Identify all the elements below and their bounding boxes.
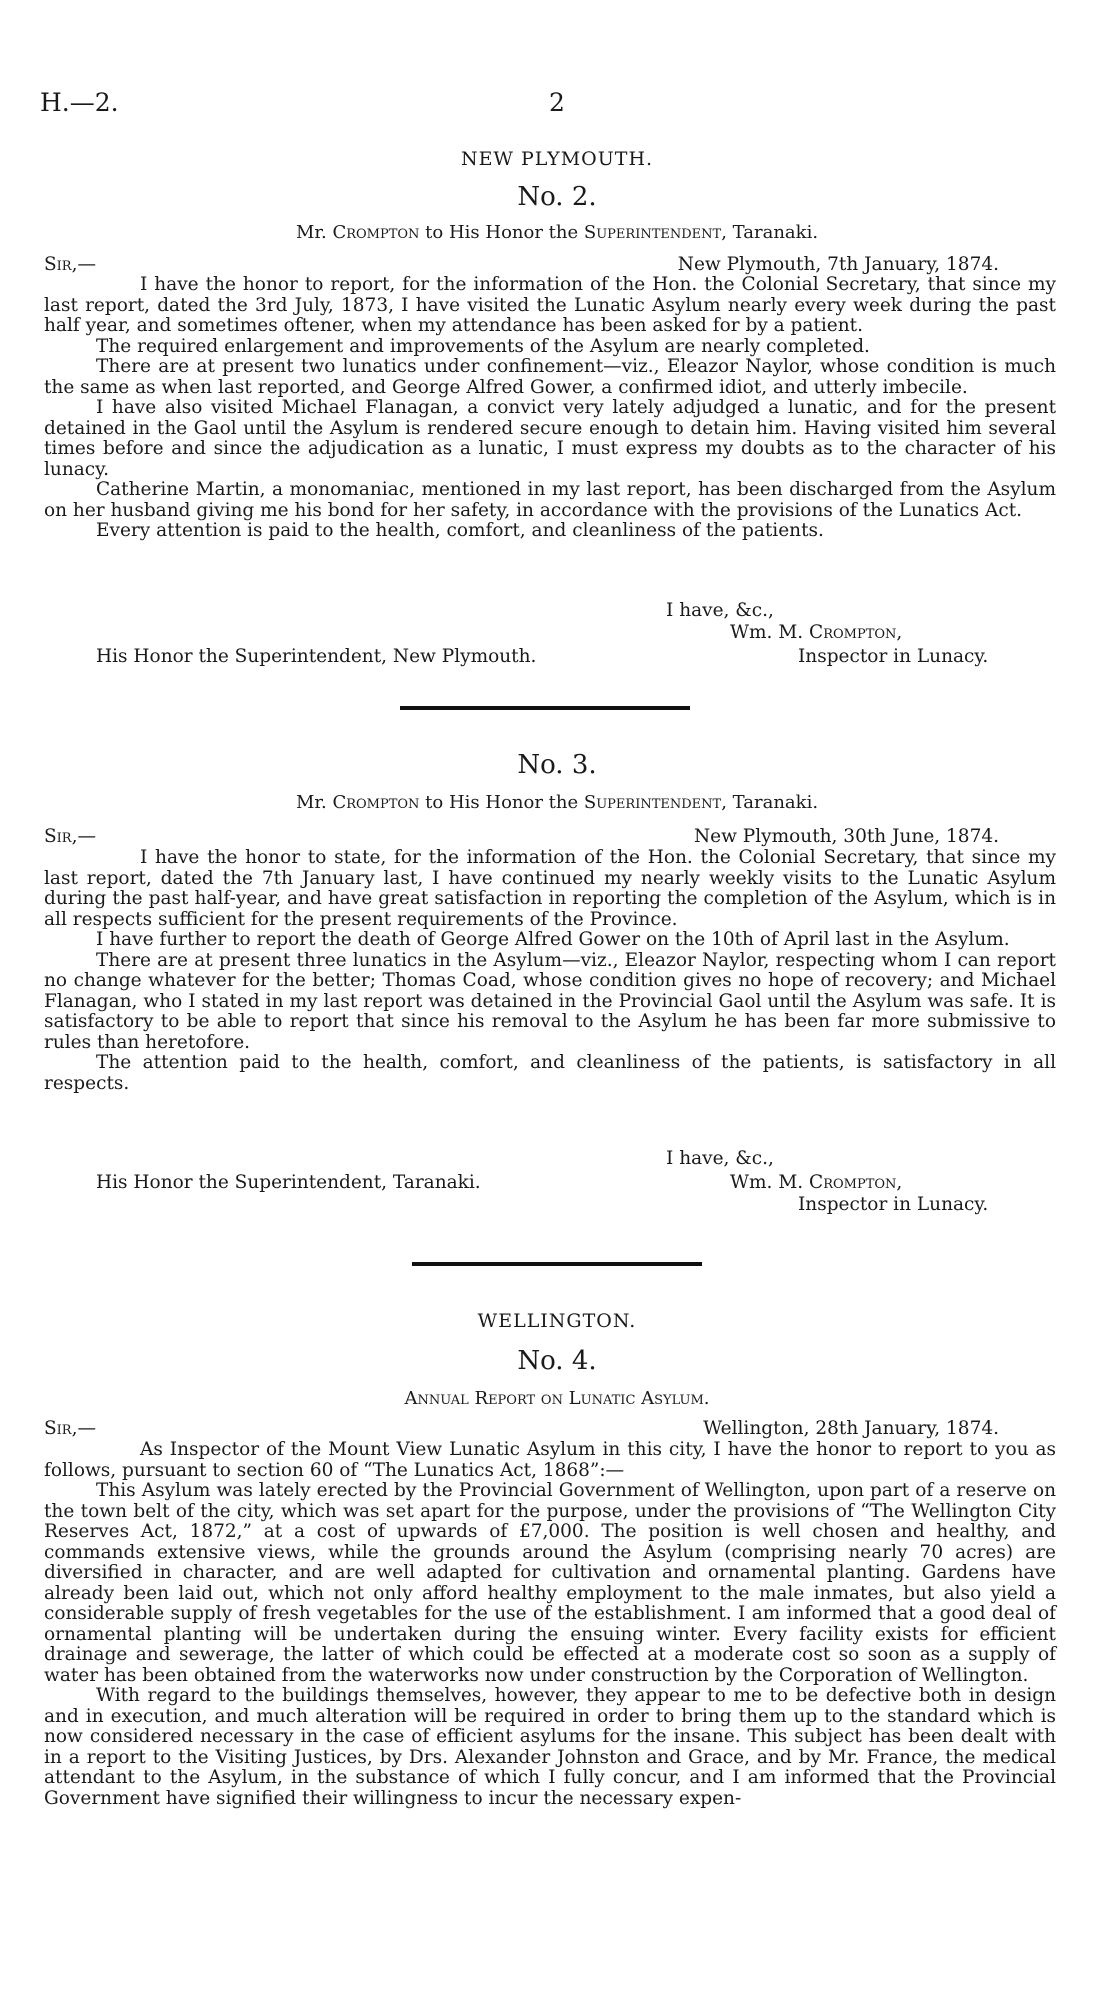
paragraph: This Asylum was lately erected by the Provincial Government of Wellington, upon part of a reserve on the town belt of the city, which was set apart for the purpose, under the provisions of “The Wellington City Reserves Act, 1872,” at a cost of upwards of £7,000. The position is well chosen and healthy, and commands extensive views, while the grounds around the Asylum (comprising nearly 70 acres) are diversified in character, and are well adapted for cultivation and ornamental planting. Gardens have already been laid out, which not only afford healthy employment to the male inmates, but also yield a considerable supply of fresh vegetables for the use of the establishment. I am informed that a good deal of ornamental planting will be undertaken during the ensuing winter. Every facility exists for efficient drainage and sewerage, the latter of which could be effected at a moderate cost so soon as a supply of water has been obtained from the waterworks now under construction by the Corporation of Wellington. <box>44 1480 1056 1686</box>
paragraph: As Inspector of the Mount View Lunatic Asylum in this city, I have the honor to report to you as follows, pursuant to section 60 of “The Lunatics Act, 1868”:— <box>44 1439 1056 1481</box>
letter-subtitle <box>0 222 1114 243</box>
subtitle-pre: Mr. <box>295 792 327 813</box>
paragraph: I have the honor to state, for the information of the Hon. the Colonial Secretary, that since my last report, dated the 7th January last, I have continued my nearly weekly visits to the Lunatic Asylum during the past half-year, and have great satisfaction in reporting the completion of the Asylum, which is in all respects sufficient for the present requirements of the Province. <box>44 847 1056 930</box>
section-divider <box>412 1262 702 1266</box>
paragraph: There are at present two lunatics under confinement—viz., Eleazor Naylor, whose condition is much the same as when last reported, and George Alfred Gower, a confirmed idiot, and utterly imbecile. <box>44 356 1056 398</box>
subtitle-title: Superintendent <box>583 792 722 813</box>
paragraph: Every attention is paid to the health, comfort, and cleanliness of the patients. <box>96 520 824 541</box>
paragraph: I have further to report the death of George Alfred Gower on the 10th of April last in the Asylum. <box>96 929 1010 950</box>
addressee: His Honor the Superintendent, Taranaki. <box>96 1172 481 1193</box>
salutation: Sir,— <box>44 1418 96 1439</box>
paragraph: With regard to the buildings themselves, however, they appear to me to be defective both in design and in execution, and much alteration will be required in order to bring them up to the standard which is now considered necessary in the case of efficient asylums for the insane. This subject has been dealt with in a report to the Visiting Justices, by Drs. Alexander Johnston and Grace, and by Mr. France, the medical attendant to the Asylum, in the substance of which I fully concur, and I am informed that the Provincial Government have signified their willingness to incur the necessary expen- <box>44 1685 1056 1809</box>
subtitle-title: Superintendent <box>583 222 722 243</box>
letter-body <box>44 848 1056 1094</box>
salutation: Sir,— <box>44 826 96 847</box>
signature-initials: Wm. M. <box>730 1172 804 1193</box>
signature <box>730 1172 902 1193</box>
subtitle-post: , Taranaki. <box>721 792 819 813</box>
paragraph: I have the honor to report, for the information of the Hon. the Colonial Secretary, that since my last report, dated the 3rd July, 1873, I have visited the Lunatic Asylum nearly every week during the past half year, and sometimes oftener, when my attendance has been asked for by a patient. <box>44 274 1056 336</box>
signature <box>730 622 902 643</box>
document-number: No. 2. <box>517 182 597 212</box>
dateline: Wellington, 28th January, 1874. <box>703 1418 999 1439</box>
addressee: His Honor the Superintendent, New Plymouth. <box>96 646 537 667</box>
page-number: 2 <box>549 88 565 117</box>
signature-initials: Wm. M. <box>730 622 804 643</box>
series-code: H.—2. <box>40 88 119 117</box>
paragraph: The required enlargement and improvements of the Asylum are nearly completed. <box>96 335 870 357</box>
closing: I have, &c., <box>666 1148 774 1169</box>
subtitle-pre: Mr. <box>295 222 327 243</box>
salutation: Sir,— <box>44 254 96 275</box>
section-place-heading: WELLINGTON. <box>477 1310 637 1332</box>
signature-name: Crompton, <box>809 1172 903 1193</box>
document-number: No. 4. <box>517 1346 597 1376</box>
letter-subtitle <box>0 792 1114 813</box>
paragraph: I have also visited Michael Flanagan, a convict very lately adjudged a lunatic, and for the present detained in the Gaol until the Asylum is rendered secure enough to detain him. Having visited him several times before and since the adjudication as a lunatic, I must express my doubts as to the character of his lunacy. <box>44 397 1056 480</box>
section-place-heading: NEW PLYMOUTH. <box>460 148 654 170</box>
closing: I have, &c., <box>666 600 774 621</box>
letter-body <box>44 275 1056 542</box>
signature-role: Inspector in Lunacy. <box>798 1194 989 1215</box>
document-number: No. 3. <box>517 750 597 780</box>
subtitle-mid: to His Honor the <box>425 792 579 813</box>
subtitle-post: , Taranaki. <box>721 222 819 243</box>
subtitle-name: Crompton <box>332 222 420 243</box>
subtitle-mid: to His Honor the <box>425 222 579 243</box>
signature-role: Inspector in Lunacy. <box>798 646 989 667</box>
report-body <box>44 1440 1056 1809</box>
paragraph: Catherine Martin, a monomaniac, mentioned in my last report, has been discharged from the Asylum on her husband giving me his bond for her safety, in accordance with the provisions of the Lunatics Act. <box>44 479 1056 521</box>
dateline: New Plymouth, 7th January, 1874. <box>677 254 999 275</box>
signature-name: Crompton, <box>809 622 903 643</box>
subtitle-name: Crompton <box>332 792 420 813</box>
paragraph: The attention paid to the health, comfort, and cleanliness of the patients, is satisfactory in all respects. <box>44 1052 1056 1094</box>
paragraph: There are at present three lunatics in the Asylum—viz., Eleazor Naylor, respecting whom I can report no change whatever for the better; Thomas Coad, whose condition gives no hope of recovery; and Michael Flanagan, who I stated in my last report was detained in the Provincial Gaol until the Asylum was safe. It is satisfactory to be able to report that since his removal to the Asylum he has been far more submissive to rules than heretofore. <box>44 949 1056 1053</box>
dateline: New Plymouth, 30th June, 1874. <box>693 826 999 847</box>
section-divider <box>400 706 690 710</box>
report-subtitle: Annual Report on Lunatic Asylum. <box>404 1388 710 1409</box>
